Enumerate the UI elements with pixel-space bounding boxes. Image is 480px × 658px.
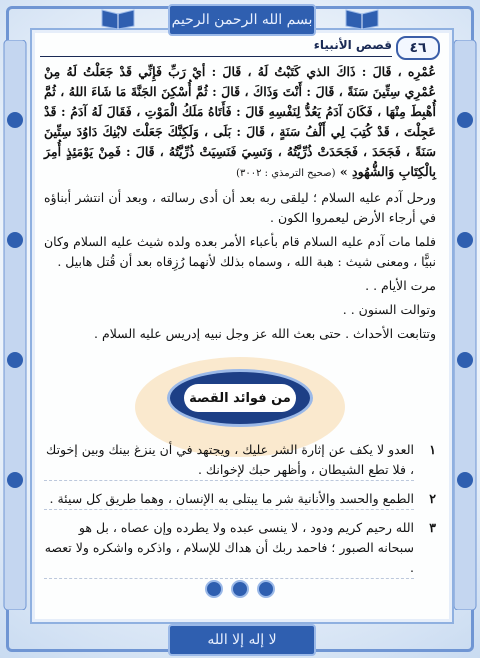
section-title: من فوائد القصة [184,384,296,412]
flower-ornament-icon [257,580,275,598]
item-number: ١ [429,442,436,457]
shahada-banner: لا إله إلا الله [168,624,316,656]
paragraph: فلما مات آدم عليه السلام قام بأعباء الأمر بعده ولده شيث عليه السلام وكان نبيًّا ، ومعنى شيث : هبة الله ، وسماه بذلك لأنهما رُزِقاه بعد أن قُتل هابيل . [44,234,436,269]
benefits-list [44,440,436,587]
flower-ornament-icon [205,580,223,598]
page-number: ٤٦ [396,36,440,60]
story-text [44,62,436,348]
section-heading-badge [170,372,310,424]
item-text: الله رحيم كريم ودود ، لا ينسى عبده ولا يطرده وإن عصاه ، بل هو سبحانه الصبور ؛ فاحمد ربك أن هداك للإسلام ، واذكره واشكره ولا تعصه . [44,518,414,579]
book-title: قصص الأنبياء [313,38,392,52]
item-number: ٣ [429,520,436,535]
paragraph: وتتابعت الأحداث . حتى بعث الله عز وجل نبيه إدريس عليه السلام . [94,326,436,341]
page-header [40,36,440,58]
right-border-ornament [452,40,478,610]
hadith-paragraph: عُمْرِه ، قَالَ : ذَاكَ الذي كَتَبْتُ لَهُ ، قَالَ : أيْ رَبِّ فَإِنِّي قَدْ جَعَلْتُ لَهُ مِنْ عُمْرِي سِتِّينَ سَنَةً ، قَالَ : أَنْتَ وَذَاكَ ، قَالَ : ثُمَّ أُسْكِنَ الجَنَّةَ مَا شَاءَ اللهُ ، ثُمَّ أُهْبِطَ مِنْهَا ، فَكَانَ آدَمُ يَعُدُّ لِنَفْسِهِ قَالَ : فَأَتَاهُ مَلَكُ الْمَوْتِ ، فَقَالَ لَهُ آدَمُ : قَدْ عَجِلْتَ ، قَدْ كُتِبَ لِي أَلْفُ سَنَةٍ ، قَالَ : بَلَى ، وَلَكِنَّكَ جَعَلْتَ لابْنِكَ دَاوُدَ سِتِّينَ سَنَةً ، فَجَحَدَ ، فَجَحَدَتْ ذُرِّيَّتُهُ ، وَنَسِيَ فَنَسِيَتْ ذُرِّيَّتُهُ ، قَالَ : فَمِنْ يَوْمَئِذٍ أُمِرَ بِالْكِتَابِ وَالشُّهُودِ » (صحيح الترمذي : ٣٠٠٢) [44,64,436,179]
paragraph: ورحل آدم عليه السلام ؛ ليلقى ربه بعد أن أدى رسالته ، وبعد أن انتشر أبناؤه في أرجاء الأرض ليعمروا الكون . [44,190,436,225]
basmala-banner: بسم الله الرحمن الرحيم [168,4,316,36]
citation: (صحيح الترمذي : ٣٠٠٢) [236,168,336,179]
left-border-ornament [2,40,28,610]
open-book-icon [344,6,380,30]
end-ornaments [205,580,275,600]
header-divider [40,56,392,57]
item-text: العدو لا يكف عن إثارة الشر عليك ، ويجتهد في أن ينزغ بينك وبين إخوتك ، فلا تطع الشيطان ، وأظهر حبك لإخوانك . [44,440,414,481]
list-item [44,518,436,579]
paragraph: مرت الأيام . . [365,278,436,293]
paragraph: وتوالت السنون . . [342,302,436,317]
list-item [44,440,436,481]
list-item [44,489,436,510]
item-text: الطمع والحسد والأنانية شر ما يبتلى به الإنسان ، وهما طريق كل سيئة . [44,489,414,510]
open-book-icon [100,6,136,30]
flower-ornament-icon [231,580,249,598]
item-number: ٢ [429,491,436,506]
